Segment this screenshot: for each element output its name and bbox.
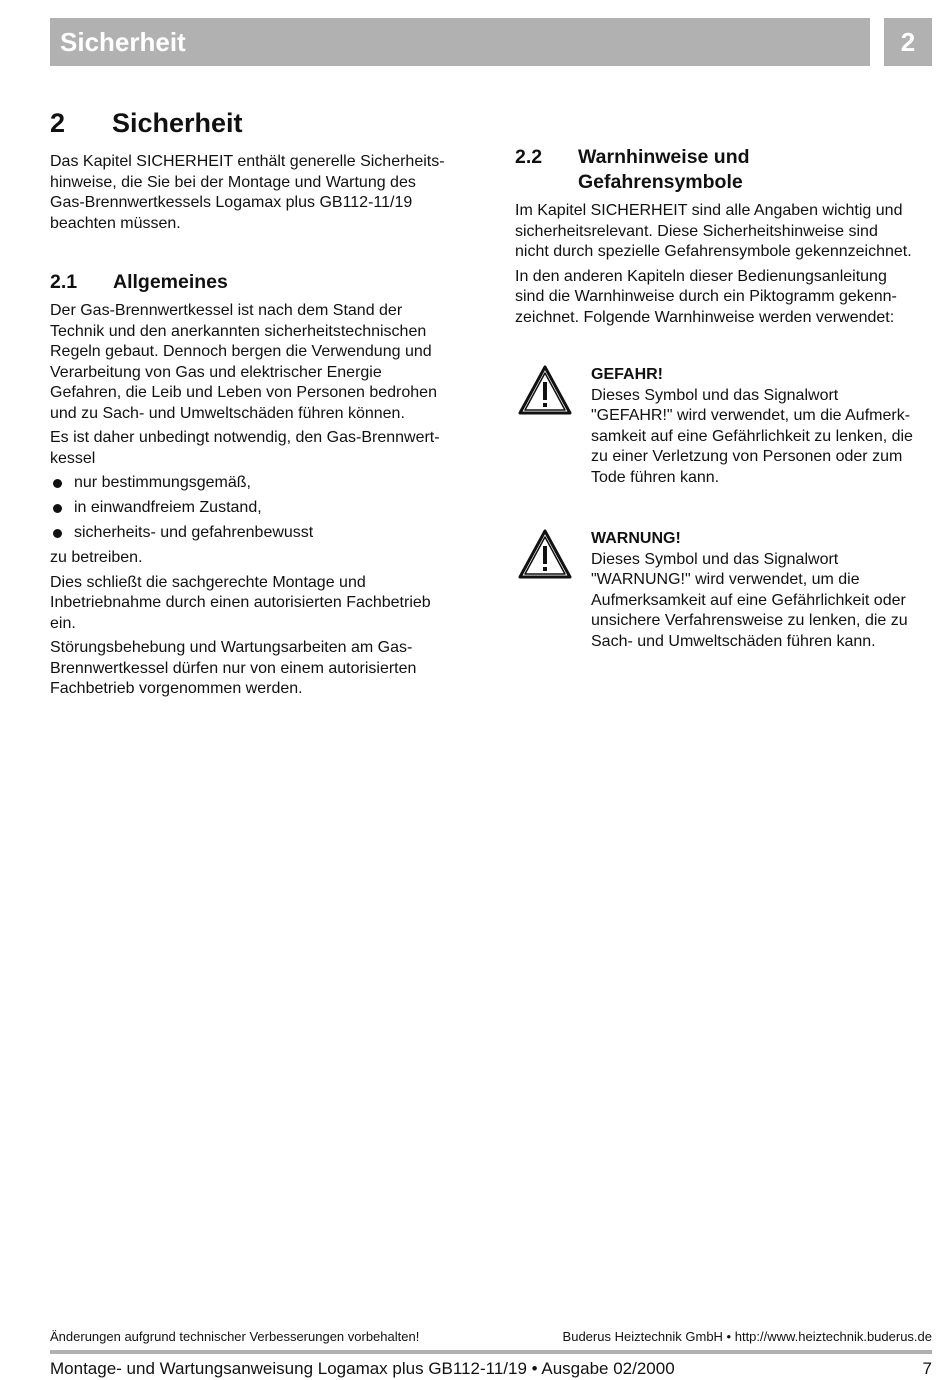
warning-block-warnung	[515, 529, 935, 652]
paragraph: zu betreiben.	[50, 549, 143, 566]
section-heading-2-2	[515, 145, 935, 195]
paragraph: Störungsbehebung und Wartungsarbeiten am Gas- Brennwertkessel dürfen nur von einem autorisierten Fachbetrieb vorgenommen werden.	[50, 639, 417, 697]
chapter-heading	[50, 105, 470, 141]
bullet-item: in einwandfreiem Zustand,	[50, 498, 470, 519]
chapter-intro: Das Kapitel SICHERHEIT enthält generelle Sicherheits- hinweise, die Sie bei der Montage und Wartung des Gas-Brennwertkessels Logamax plus GB112-11/19 beachten müssen.	[50, 153, 445, 232]
footer-note: Änderungen aufgrund technischer Verbesserungen vorbehalten!	[50, 1329, 420, 1344]
section-number: 2.2	[515, 146, 543, 168]
bullet-item: sicherheits- und gefahrenbewusst	[50, 523, 470, 544]
warning-text: Dieses Symbol und das Signalwort "GEFAHR!" wird verwendet, um die Aufmerk- samkeit auf eine Gefährlichkeit zu lenken, die zu einer Verletzung von Personen oder zum Tode führen kann.	[591, 386, 913, 486]
paragraph: Es ist daher unbedingt notwendig, den Gas-Brennwert- kessel	[50, 429, 440, 467]
warning-block-gefahr	[515, 365, 935, 488]
bullet-item: nur bestimmungsgemäß,	[50, 473, 470, 494]
warning-title: WARNUNG!	[591, 530, 681, 547]
footer-company: Buderus Heiztechnik GmbH • http://www.heiztechnik.buderus.de	[562, 1329, 932, 1344]
warning-triangle-icon	[518, 365, 572, 415]
footer-document-title: Montage- und Wartungsanweisung Logamax plus GB112-11/19 • Ausgabe 02/2000	[50, 1359, 675, 1378]
chapter-number: 2	[50, 108, 66, 138]
running-header-title: Sicherheit	[50, 18, 870, 66]
footer-divider	[50, 1350, 932, 1354]
section-number: 2.1	[50, 271, 78, 293]
bullet-list	[50, 473, 470, 544]
page-number: 7	[922, 1359, 932, 1378]
section-title: Allgemeines	[113, 271, 228, 293]
paragraph: Im Kapitel SICHERHEIT sind alle Angaben wichtig und sicherheitsrelevant. Diese Sicherheitshinweise sind nicht durch spezielle Gefahrensymbole gekennzeichnet.	[515, 202, 912, 260]
warning-title: GEFAHR!	[591, 366, 663, 383]
left-column	[50, 105, 470, 704]
right-column	[515, 145, 935, 656]
section-heading-2-1	[50, 270, 470, 295]
chapter-title: Sicherheit	[112, 108, 243, 138]
warning-triangle-icon	[518, 529, 572, 579]
running-header-chapter-number: 2	[884, 18, 932, 66]
section-title: Warnhinweise und Gefahrensymbole	[578, 146, 750, 193]
paragraph: Der Gas-Brennwertkessel ist nach dem Stand der Technik und den anerkannten sicherheitstechnischen Regeln gebaut. Dennoch bergen die Verwendung und Verarbeitung von Gas und elektrischer Energie Gefahren, die Leib und Leben von Personen bedrohen und zu Sach- und Umweltschäden führen können.	[50, 302, 437, 422]
paragraph: Dies schließt die sachgerechte Montage und Inbetriebnahme durch einen autorisierten Fachbetrieb ein.	[50, 573, 431, 632]
paragraph: In den anderen Kapiteln dieser Bedienungsanleitung sind die Warnhinweise durch ein Piktogramm gekenn- zeichnet. Folgende Warnhinweise werden verwendet:	[515, 267, 897, 326]
warning-text: Dieses Symbol und das Signalwort "WARNUNG!" wird verwendet, um die Aufmerksamkeit auf eine Gefährlichkeit oder unsichere Verfahrensweise zu lenken, die zu Sach- und Umweltschäden führen kann.	[591, 550, 908, 650]
